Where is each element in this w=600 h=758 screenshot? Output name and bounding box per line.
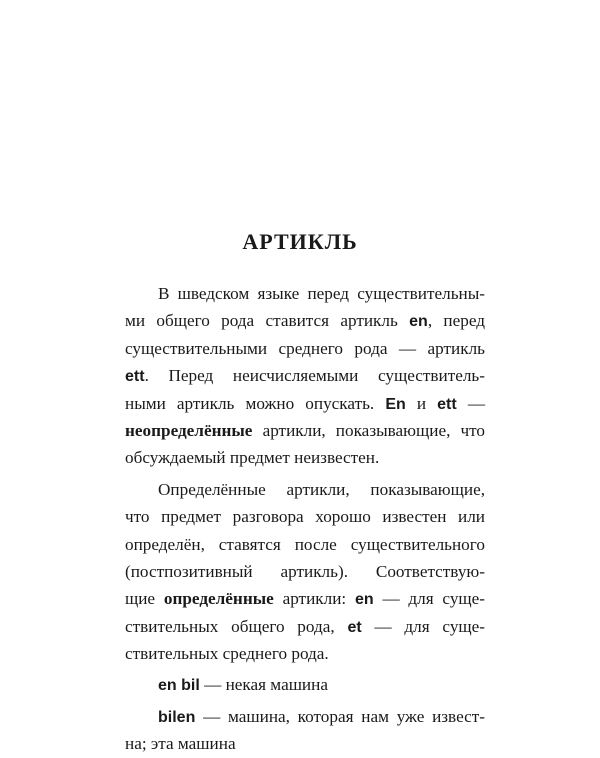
text-fragment: — для суще- bbox=[374, 616, 486, 636]
text-fragment: определён, ставятся после существительного bbox=[125, 534, 485, 554]
paragraph2-line3 bbox=[125, 531, 485, 558]
example-bilen bbox=[125, 703, 485, 730]
example-translation-continued: на; эта машина bbox=[125, 734, 236, 754]
text-fragment: щие bbox=[125, 589, 156, 609]
text-fragment: ствительных среднего рода. bbox=[125, 644, 329, 664]
paragraph1-line2 bbox=[125, 307, 485, 334]
swedish-term: en bbox=[409, 313, 428, 331]
body-text bbox=[125, 280, 485, 758]
paragraph1-line6 bbox=[125, 417, 485, 444]
text-fragment: ми общего рода ставится артикль bbox=[125, 311, 398, 331]
text-fragment: , перед bbox=[427, 311, 485, 331]
page-title: АРТИКЛЬ bbox=[242, 229, 358, 254]
swedish-term: et bbox=[347, 618, 362, 636]
paragraph2-line5 bbox=[125, 585, 485, 612]
text-fragment: В шведском языке перед существительны- bbox=[158, 284, 485, 303]
swedish-term: en bbox=[354, 591, 374, 609]
paragraph2-line1 bbox=[125, 476, 485, 503]
example-en-bil bbox=[125, 671, 485, 698]
paragraph2-line4 bbox=[125, 558, 485, 585]
paragraph1-line3 bbox=[125, 335, 485, 362]
text-fragment: обсуждаемый предмет неизвестен. bbox=[125, 448, 380, 468]
emphasized-term: неопределённые bbox=[125, 420, 253, 440]
paragraph1-line1 bbox=[125, 280, 485, 307]
example-term: bilen bbox=[158, 708, 196, 726]
example-translation: — некая машина bbox=[204, 675, 328, 695]
paragraph1-line4 bbox=[125, 362, 485, 389]
paragraph2-line6 bbox=[125, 613, 485, 640]
text-fragment: — для суще- bbox=[382, 589, 486, 609]
paragraph2-line2 bbox=[125, 503, 485, 530]
swedish-term: ett bbox=[437, 395, 457, 413]
swedish-term: ett bbox=[125, 368, 145, 386]
text-fragment: ными артикль можно опускать. bbox=[125, 393, 375, 413]
text-fragment: и bbox=[416, 393, 427, 413]
text-fragment: артикли: bbox=[282, 589, 347, 609]
text-fragment: — bbox=[467, 393, 485, 413]
example-bilen-continued bbox=[125, 730, 485, 757]
text-fragment: ствительных общего рода, bbox=[125, 616, 335, 636]
paragraph1-line7 bbox=[125, 444, 485, 471]
example-term: en bil bbox=[158, 677, 200, 695]
paragraph1-line5 bbox=[125, 390, 485, 417]
text-fragment: (постпозитивный артикль). Соответствую- bbox=[125, 561, 485, 581]
emphasized-term: определённые bbox=[163, 589, 274, 609]
paragraph2-line7 bbox=[125, 640, 485, 667]
text-fragment: артикли, показывающие, что bbox=[262, 420, 486, 440]
text-fragment: Определённые артикли, показывающие, bbox=[158, 479, 485, 499]
text-fragment: существительными среднего рода — артикль bbox=[125, 338, 485, 358]
text-fragment: . Перед неисчисляемыми существитель- bbox=[144, 366, 485, 386]
text-fragment: что предмет разговора хорошо известен или bbox=[125, 507, 485, 527]
example-translation: — машина, которая нам уже извест- bbox=[203, 706, 485, 726]
swedish-term: En bbox=[385, 395, 406, 413]
